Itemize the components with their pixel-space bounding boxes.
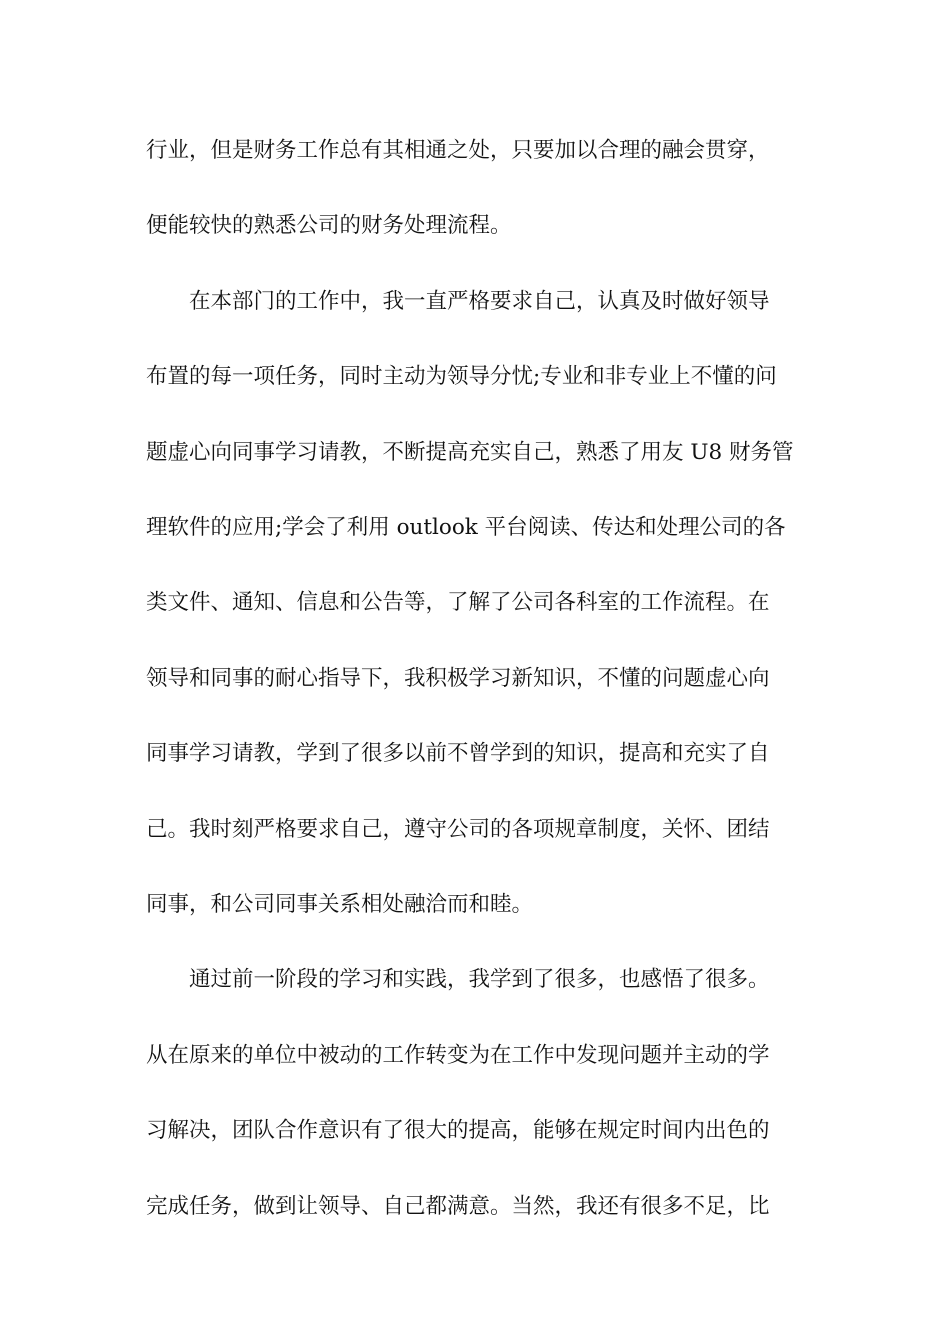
text-line: 布置的每一项任务，同时主动为领导分忧;专业和非专业上不懂的问	[146, 364, 777, 389]
text-line: 领导和同事的耐心指导下，我积极学习新知识，不懂的问题虚心向	[146, 666, 770, 691]
text-line: 习解决，团队合作意识有了很大的提高，能够在规定时间内出色的	[146, 1118, 770, 1143]
text-line: 己。我时刻严格要求自己，遵守公司的各项规章制度，关怀、团结	[146, 817, 770, 842]
text-line: 类文件、通知、信息和公告等，了解了公司各科室的工作流程。在	[146, 590, 770, 615]
paragraph-first-line: 通过前一阶段的学习和实践，我学到了很多，也感悟了很多。	[189, 967, 770, 992]
text-line: 理软件的应用;学会了利用 outlook 平台阅读、传达和处理公司的各	[146, 515, 786, 540]
text-line: 行业，但是财务工作总有其相通之处，只要加以合理的融会贯穿，	[146, 138, 770, 163]
text-line: 从在原来的单位中被动的工作转变为在工作中发现问题并主动的学	[146, 1043, 770, 1068]
text-line: 题虚心向同事学习请教，不断提高充实自己，熟悉了用友 U8 财务管	[146, 440, 794, 465]
text-line: 完成任务，做到让领导、自己都满意。当然，我还有很多不足，比	[146, 1194, 770, 1219]
text-line: 同事，和公司同事关系相处融洽而和睦。	[146, 892, 534, 917]
text-line: 便能较快的熟悉公司的财务处理流程。	[146, 213, 512, 238]
text-line: 同事学习请教，学到了很多以前不曾学到的知识，提高和充实了自	[146, 741, 770, 766]
paragraph-first-line: 在本部门的工作中，我一直严格要求自己，认真及时做好领导	[189, 289, 770, 314]
